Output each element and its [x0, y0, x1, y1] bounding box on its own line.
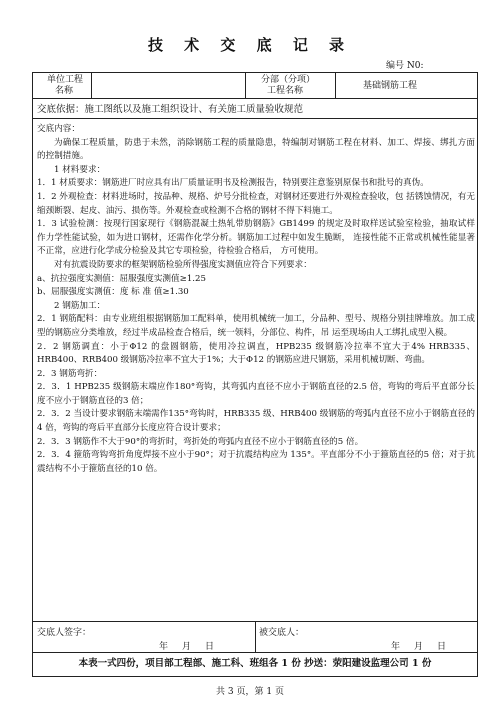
unit-project-label: 单位工程	[47, 75, 84, 85]
serial-number-label: 编号 N0:	[386, 61, 424, 71]
receiver-signature-label: 被交底人：	[259, 628, 305, 638]
giver-signature-date: 年月日	[159, 642, 229, 652]
unit-project-label-2: 名称	[55, 86, 74, 96]
content-paragraph: 1 材料要求：	[54, 164, 106, 175]
row-divider	[33, 118, 477, 119]
sub-project-label: 分部（分项）	[261, 75, 316, 85]
giver-signature-label: 交底人签字：	[37, 628, 92, 638]
content-paragraph: 2 钢筋加工：	[54, 300, 106, 311]
content-paragraph: 2．3 钢筋弯折：	[37, 368, 103, 379]
record-sheet	[32, 72, 478, 677]
content-paragraph: 2．3．3 钢筋作不大于90°的弯折时，弯折处的弯弧内直径不应小于钢筋直径的5 倍。	[37, 436, 364, 447]
basis-text: 交底依据：施工图纸以及施工组织设计、有关施工质量验收规范	[37, 104, 304, 115]
content-paragraph: b、屈服强度实测值：度 标 准 值≥1.30	[37, 287, 189, 298]
content-paragraph: 1．2 外观检查：材料进场时，按品种、规格、炉号分批检查，对钢材还要进行外观检查验收，包 括锈蚀情况，有无缩颈断裂、起皮、油污、损伤等。外观检查或检测不合格的钢材不得下料施工。	[37, 191, 475, 216]
content-paragraph: a、抗拉强度实测值：屈服强度实测值≥1.25	[37, 273, 206, 284]
sub-project-value: 基础钢筋工程	[363, 81, 418, 91]
content-heading: 交底内容：	[37, 124, 80, 134]
content-paragraph: 2．3．2 当设计要求钢筋末端需作135°弯钩时，HRB335 级、HRB400 级钢筋的弯弧内直径不应小于钢筋直径的4 倍，弯钩的弯后平直部分长度应符合设计要求；	[37, 409, 475, 434]
content-paragraph: 为确保工程质量，防患于未然，消除钢筋工程的质量隐患，特编制对钢筋工程在材料、加工、焊接、绑扎方面的控制措施。	[37, 137, 475, 162]
distribution-note: 本表一式四份，项目部工程部、施工科、班组各 1 份 抄送：荥阳建设监理公司 1 份	[78, 658, 432, 669]
content-body	[37, 123, 475, 476]
page-number: 共 3 页，第 1 页	[216, 687, 284, 697]
content-paragraph: 2．1 钢筋配料：由专业班组根据钢筋加工配料单，使用机械统一加工，分品种、型号、规格分别挂牌堆放。加工成型的钢筋应分类堆放，经过半成品检查合格后，统一领料，分部位、构件，吊 运至现场由人工绑扎成型入模。	[37, 314, 475, 338]
receiver-signature-date: 年月日	[391, 642, 461, 652]
col-divider	[91, 73, 92, 98]
col-divider	[245, 73, 246, 98]
row-divider	[33, 652, 477, 653]
content-paragraph: 2．2 钢筋调直：小于Φ12 的盘圆钢筋，使用冷拉调直，HPB235 级钢筋冷拉率不宜大于4% HRB335、HRB400、RRB400 级钢筋冷拉率不宜大于1%；大于Φ12 的钢筋应进尺钢筋，采用机械切断、弯曲。	[37, 341, 475, 366]
content-paragraph: 2．3．1 HPB235 级钢筋末端应作180°弯钩，其弯弧内直径不应小于钢筋直径的2.5 倍，弯钩的弯后平直部分长度不应小于钢筋直径的3 倍；	[37, 382, 475, 406]
content-paragraph: 对有抗震设防要求的框架钢筋检验所得强度实测值应符合下列要求：	[54, 259, 312, 270]
content-paragraph: 1．1 材质要求：钢筋进厂时应具有出厂质量证明书及检测报告，特别要注意鉴别原保书和批号的真伪。	[37, 178, 429, 189]
document-title: 技 术 交 底 记 录	[147, 36, 353, 54]
content-paragraph: 1．3 试验检测：按现行国家现行《钢筋混凝土热轧带肋钢筋》GB1499 的规定及时取样送试验室检验，抽取试样作力学性能试验，如为进口钢材，还需作化学分析。钢筋加工过程中如发生脆断， 连接性能不正常或机械性能显著不正常，应进行化学成分检验及其它专项检验，待检验合格后， 方可使用。	[37, 219, 475, 257]
col-divider	[335, 73, 336, 98]
content-paragraph: 2．3．4 箍筋弯钩弯折角度焊接不应小于90°；对于抗震结构应为 135°。平直部分不小于箍筋直径的5 倍；对于抗震结构不小于箍筋直径的10 倍。	[37, 450, 475, 474]
row-divider	[33, 98, 477, 99]
col-divider	[255, 621, 256, 652]
sub-project-label-2: 工程名称	[267, 86, 304, 96]
